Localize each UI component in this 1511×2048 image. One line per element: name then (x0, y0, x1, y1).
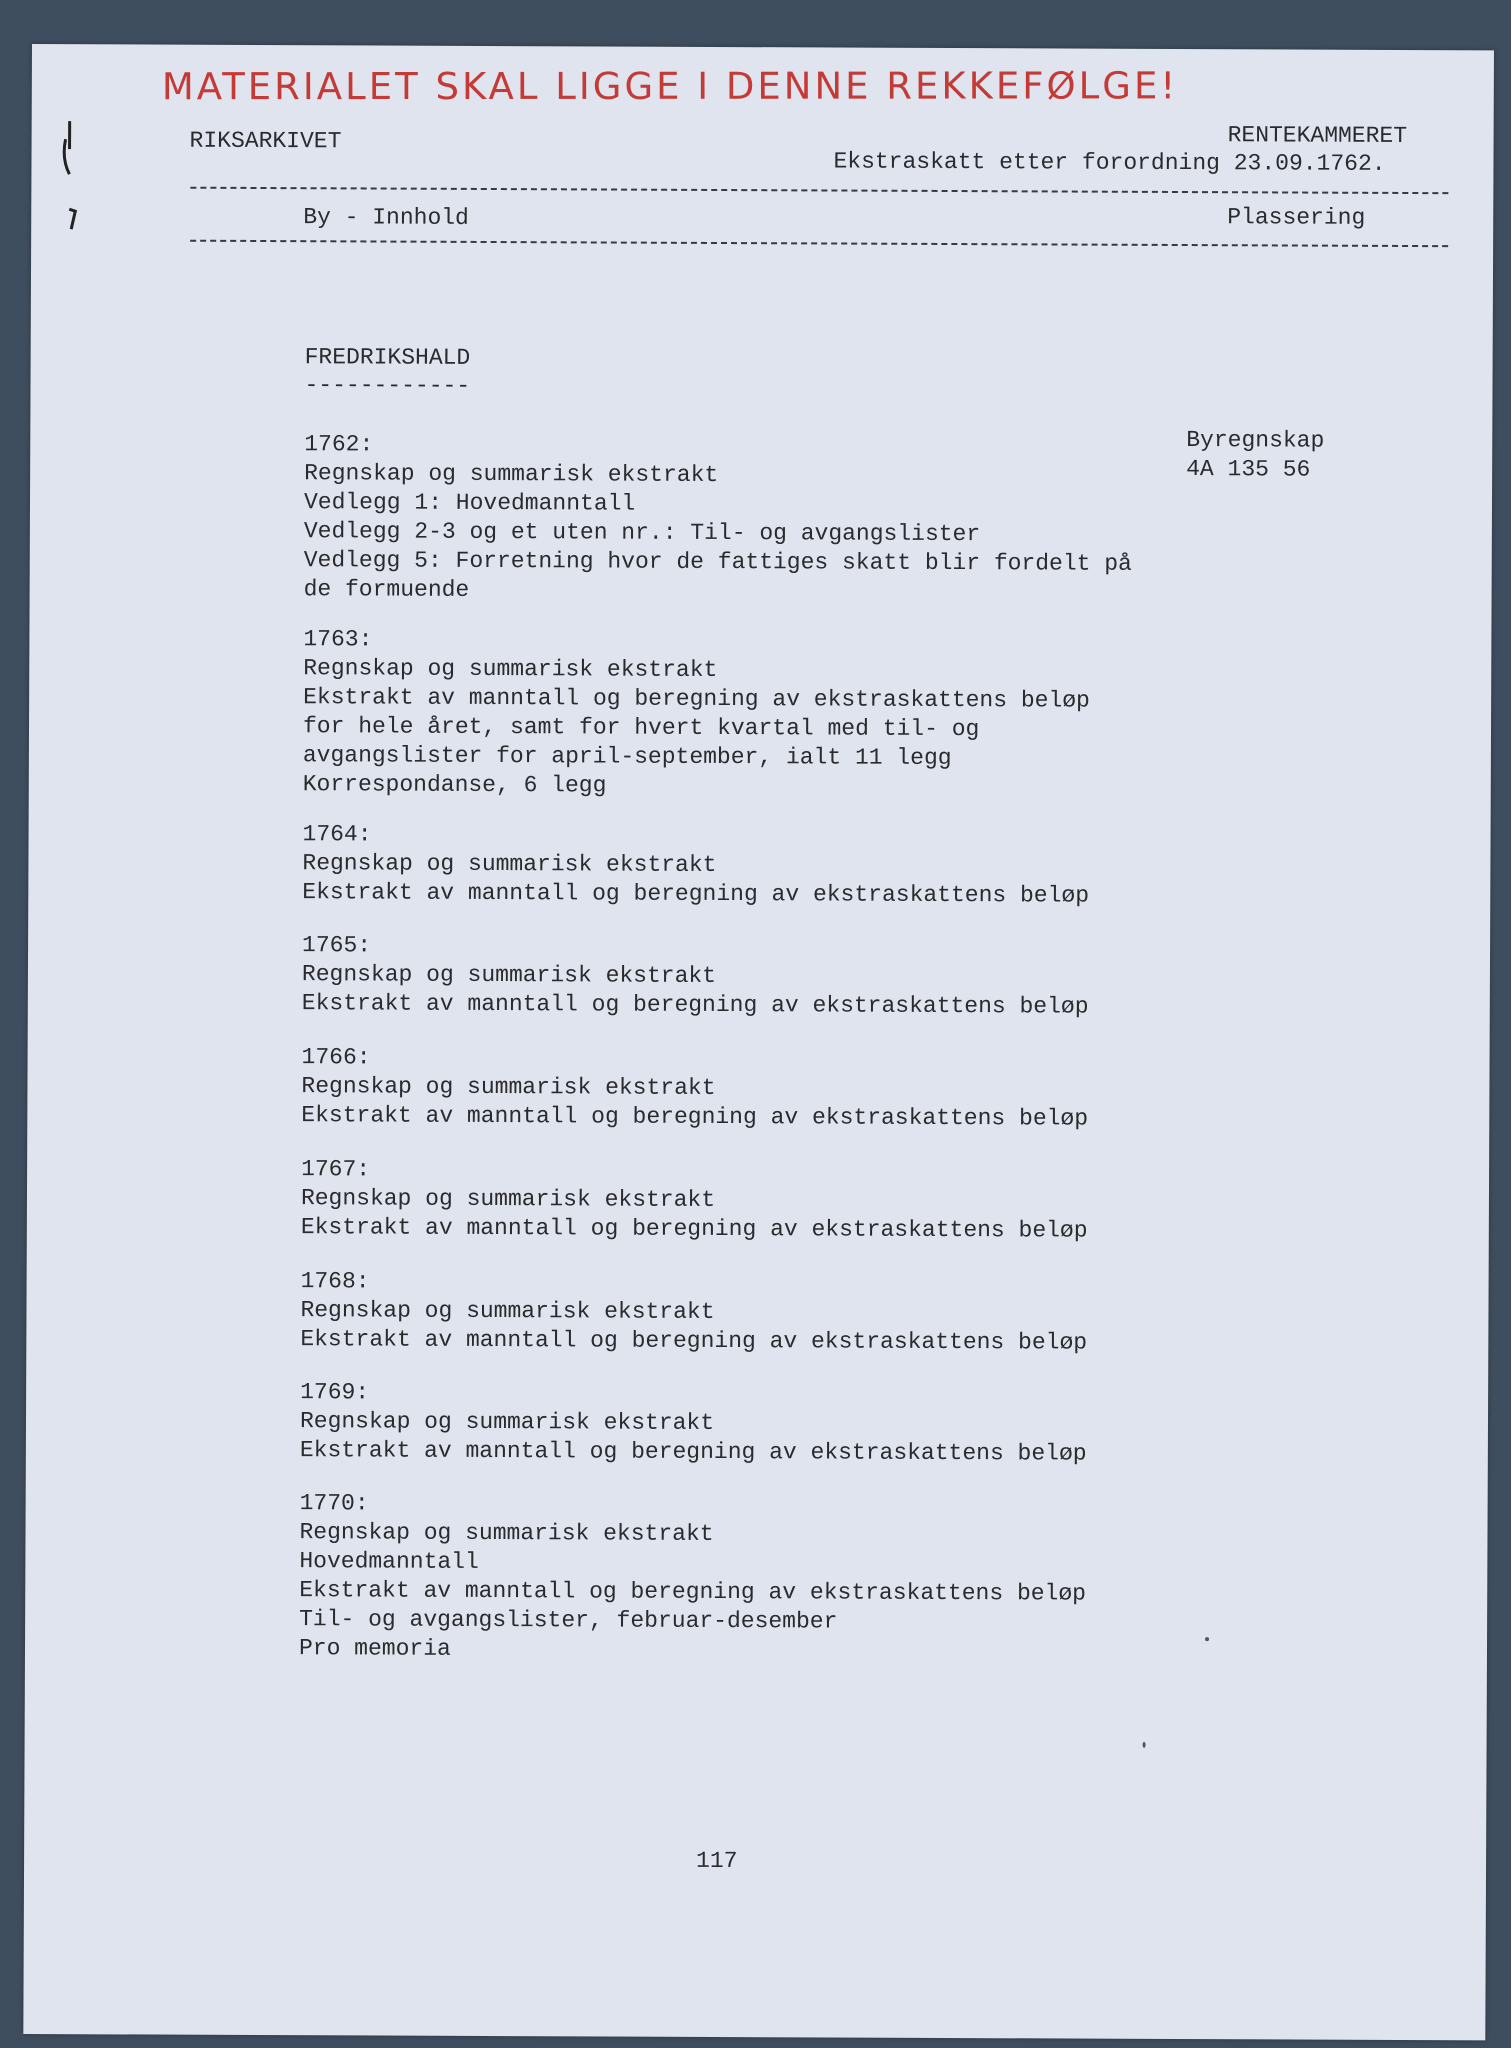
header-department: RENTEKAMMERET (1227, 122, 1408, 150)
entry-block (303, 625, 1090, 802)
entry-line: Ekstrakt av manntall og beregning av ekstraskattens beløp (300, 1326, 1088, 1356)
entry-block (302, 931, 1089, 1021)
city-underline: ------------ (304, 372, 471, 399)
location-line-2: 4A 135 56 (1186, 456, 1311, 483)
entry-line: Ekstrakt av manntall og beregning av ekstraskattens beløp (301, 1102, 1089, 1132)
entry-block (301, 1155, 1088, 1245)
entry-block (300, 1378, 1087, 1468)
entry-year: 1769: (300, 1379, 370, 1406)
entry-year: 1765: (302, 932, 372, 959)
entry-line: Til- og avgangslister, februar-desember (299, 1606, 838, 1635)
entry-line: Hovedmanntall (299, 1548, 479, 1575)
location-column (1186, 426, 1324, 485)
entry-block (302, 820, 1089, 910)
paper-speck (1143, 1742, 1146, 1748)
entry-year: 1766: (301, 1044, 371, 1071)
entry-year: 1764: (302, 821, 372, 848)
entry-line: Regnskap og summarisk ekstrakt (304, 460, 719, 488)
entry-year: 1762: (304, 431, 374, 458)
entry-line: Regnskap og summarisk ekstrakt (301, 961, 717, 989)
document-page (23, 44, 1494, 2040)
entry-line: Regnskap og summarisk ekstrakt (299, 1519, 714, 1547)
header-subject: Ekstraskatt etter forordning 23.09.1762. (833, 148, 1386, 177)
entry-line: Regnskap og summarisk ekstrakt (302, 850, 717, 878)
column-heading-content: By - Innhold (303, 204, 469, 231)
header-rule-bottom (190, 240, 1448, 247)
entry-line: Ekstrakt av manntall og beregning av ekstraskattens beløp (299, 1437, 1087, 1467)
page-number: 117 (696, 1847, 738, 1875)
entry-line: Vedlegg 1: Hovedmanntall (303, 489, 636, 517)
entry-year: 1768: (300, 1268, 370, 1295)
entry-line: Ekstrakt av manntall og beregning av ekstraskattens beløp (303, 684, 1090, 714)
handwritten-note: MATERIALET SKAL LIGGE I DENNE REKKEFØLGE! (161, 64, 1179, 109)
entry-line: Regnskap og summarisk ekstrakt (303, 655, 718, 683)
entry-line: Korrespondanse, 6 legg (302, 771, 607, 799)
city-name: FREDRIKSHALD (304, 344, 471, 371)
header-archive: RIKSARKIVET (189, 127, 342, 155)
entry-line: for hele året, samt for hvert kvartal med til- og (302, 713, 980, 743)
entry-line: Ekstrakt av manntall og beregning av ekstraskattens beløp (302, 879, 1090, 909)
entry-line: Regnskap og summarisk ekstrakt (300, 1185, 716, 1213)
binding-hole-mark (59, 119, 82, 239)
entry-block (300, 1267, 1087, 1357)
entry-line: Regnskap og summarisk ekstrakt (301, 1073, 716, 1101)
entry-line: Ekstrakt av manntall og beregning av ekstraskattens beløp (299, 1577, 1087, 1607)
entry-block (301, 1043, 1088, 1133)
entry-year: 1770: (299, 1490, 369, 1517)
entry-line: Pro memoria (298, 1635, 451, 1662)
entry-year: 1767: (301, 1156, 371, 1183)
column-heading-location: Plassering (1227, 204, 1366, 231)
entry-line: Regnskap og summarisk ekstrakt (300, 1297, 715, 1325)
entry-year: 1763: (303, 626, 373, 653)
entry-block (304, 430, 1133, 608)
header-rule-top (190, 187, 1448, 194)
entry-line: Ekstrakt av manntall og beregning av ekstraskattens beløp (301, 990, 1089, 1020)
location-line-1: Byregnskap (1186, 427, 1325, 454)
entry-line: avgangslister for april-september, ialt 11 legg (302, 742, 952, 772)
entry-line: Ekstrakt av manntall og beregning av ekstraskattens beløp (300, 1214, 1088, 1244)
entry-line: Regnskap og summarisk ekstrakt (299, 1408, 715, 1436)
paper-speck (1205, 1637, 1209, 1641)
entry-block (299, 1489, 1086, 1666)
entry-line: de formuende (303, 576, 470, 603)
entry-line: Vedlegg 2-3 og et uten nr.: Til- og avgangslister (303, 518, 981, 548)
entry-line: Vedlegg 5: Forretning hvor de fattiges skatt blir fordelt på (303, 547, 1132, 577)
